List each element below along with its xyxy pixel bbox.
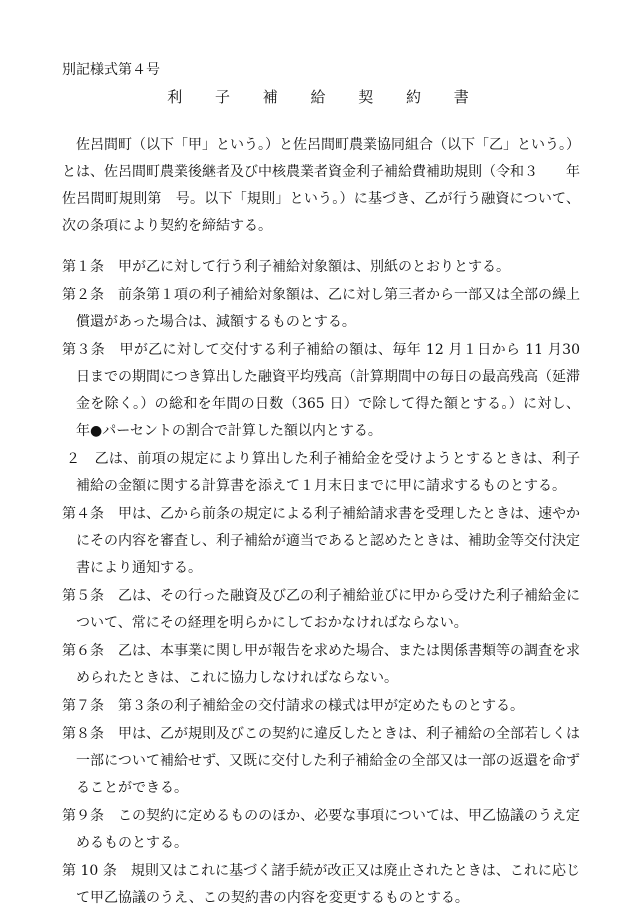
preamble-paragraph: 佐呂間町（以下「甲」という。）と佐呂間町農業協同組合（以下「乙」という。）とは、佐呂間町農業後継者及び中核農業者資金利子補給費補助規則（令和３ 年佐呂間町規則第 号。以下「規則」という。）に基づき、乙が行う融資について、次の条項により契約を締結する。 xyxy=(62,137,580,234)
article-3: 第３条 甲が乙に対して交付する利子補給の額は、毎年 12 月１日から 11 月30 日までの期間につき算出した融資平均残高（計算期間中の毎日の最高残高（延滞金を除く。）の総和を年間の日数（365 日）で除して得た額とする。）に対し、年●パーセントの割合で計算した額以内とする。 xyxy=(62,342,580,439)
article-1: 第１条 甲が乙に対して行う利子補給対象額は、別紙のとおりとする。 xyxy=(62,259,510,275)
article-3-paragraph-2: ２ 乙は、前項の規定により算出した利子補給金を受けようとするときは、利子補給の金額に関する計算書を添えて１月末日までに甲に請求するものとする。 xyxy=(66,451,580,494)
article-6: 第６条 乙は、本事業に関し甲が報告を求めた場合、または関係書類等の調査を求められたときは、これに協力しなければならない。 xyxy=(62,643,580,686)
article-5: 第５条 乙は、その行った融資及び乙の利子補給並びに甲から受けた利子補給金について、常にその経理を明らかにしておかなければならない。 xyxy=(62,588,580,631)
article-9: 第９条 この契約に定めるもののほか、必要な事項については、甲乙協議のうえ定めるものとする。 xyxy=(62,808,580,851)
article-7: 第７条 第３条の利子補給金の交付請求の様式は甲が定めたものとする。 xyxy=(62,698,524,714)
document-title: 利 子 補 給 契 約 書 xyxy=(167,88,483,106)
article-8: 第８条 甲は、乙が規則及びこの契約に違反したときは、利子補給の全部若しくは一部について補給せず、又既に交付した利子補給金の全部又は一部の返還を命ずることができる。 xyxy=(62,726,580,796)
article-list xyxy=(62,254,580,913)
article-4: 第４条 甲は、乙から前条の規定による利子補給請求書を受理したときは、速やかにその内容を審査し、利子補給が適当であると認めたときは、補助金等交付決定書により通知する。 xyxy=(62,506,580,576)
article-2: 第２条 前条第１項の利子補給対象額は、乙に対し第三者から一部又は全部の繰上償還があった場合は、減額するものとする。 xyxy=(62,287,580,330)
form-number: 別記様式第４号 xyxy=(62,62,160,78)
article-10: 第 10 条 規則又はこれに基づく諸手続が改正又は廃止されたときは、これに応じて甲乙協議のうえ、この契約書の内容を変更するものとする。 xyxy=(62,863,580,906)
